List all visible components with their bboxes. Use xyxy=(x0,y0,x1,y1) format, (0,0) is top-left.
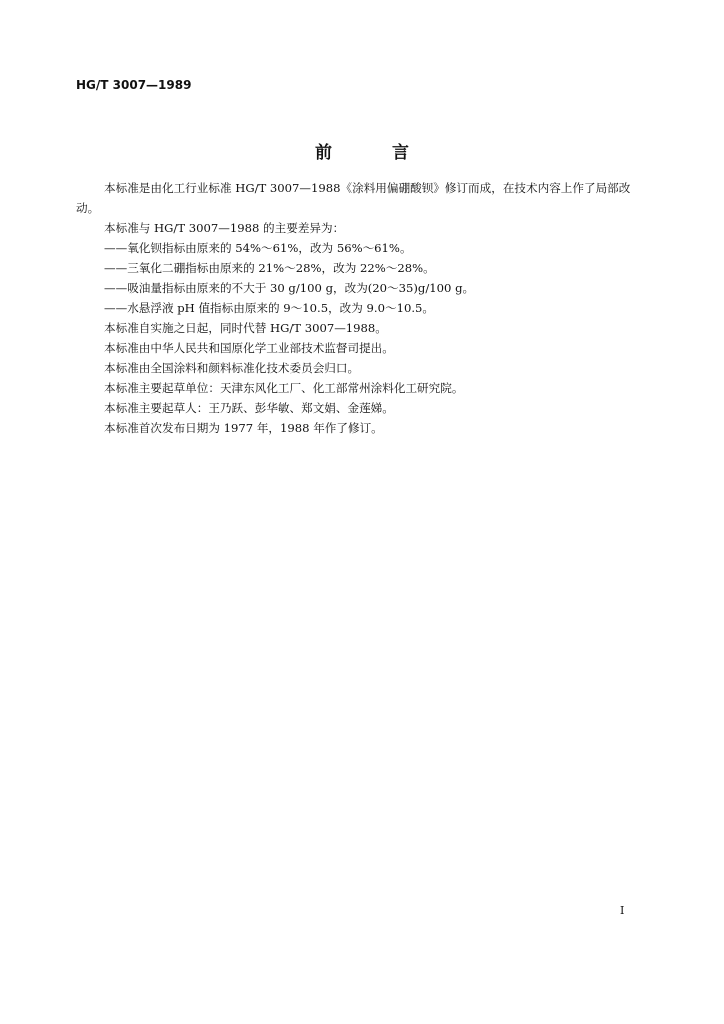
paragraph: 本标准是由化工行业标准 HG/T 3007—1988《涂料用偏硼酸钡》修订而成，在技术内容上作了局部改动。 xyxy=(76,181,631,215)
paragraph: 本标准主要起草单位：天津东风化工厂、化工部常州涂料化工研究院。 xyxy=(104,381,464,395)
paragraph: 本标准首次发布日期为 1977 年，1988 年作了修订。 xyxy=(104,421,383,435)
paragraph: 本标准自实施之日起，同时代替 HG/T 3007—1988。 xyxy=(104,321,387,335)
section-title xyxy=(0,138,724,163)
paragraph: 本标准主要起草人：王乃跃、彭华敏、郑文娟、金莲娣。 xyxy=(104,401,394,415)
paragraph: ——氧化钡指标由原来的 54%～61%，改为 56%～61%。 xyxy=(104,241,412,255)
paragraph: 本标准由中华人民共和国原化学工业部技术监督司提出。 xyxy=(104,341,394,355)
page-number: I xyxy=(620,904,625,917)
section-title-right: 言 xyxy=(392,143,409,163)
section-title-left: 前 xyxy=(315,143,332,163)
paragraph: ——吸油量指标由原来的不大于 30 g/100 g，改为(20～35)g/100 g。 xyxy=(104,281,475,295)
paragraph: 本标准由全国涂料和颜料标准化技术委员会归口。 xyxy=(104,361,360,375)
paragraph: 本标准与 HG/T 3007—1988 的主要差异为： xyxy=(104,221,345,235)
foreword-body xyxy=(76,178,646,438)
document-code: HG/T 3007—1989 xyxy=(76,78,192,92)
paragraph: ——水悬浮液 pH 值指标由原来的 9～10.5，改为 9.0～10.5。 xyxy=(104,301,434,315)
paragraph: ——三氧化二硼指标由原来的 21%～28%，改为 22%～28%。 xyxy=(104,261,435,275)
